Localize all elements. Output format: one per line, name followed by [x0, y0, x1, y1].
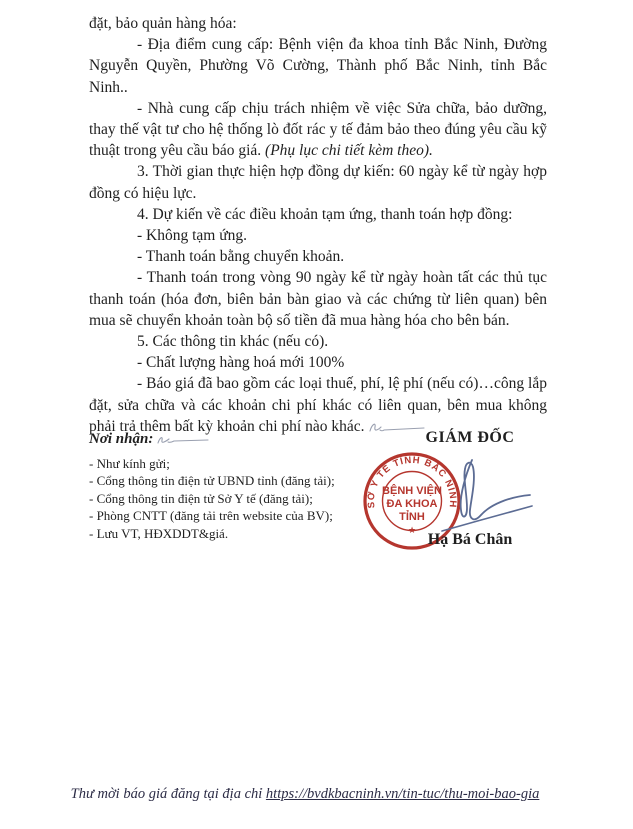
signer-name: Hạ Bá Chân [427, 531, 513, 548]
recipient-item: - Lưu VT, HĐXDDT&giá. [89, 525, 229, 541]
recipients-label: Nơi nhận: [89, 431, 154, 447]
footer-text: Thư mời báo giá đăng tại địa chỉ [70, 786, 266, 802]
stamp-center-line3: TỈNH [399, 511, 425, 523]
footer-note [0, 786, 610, 803]
stamp-center-line2: ĐA KHOA [386, 498, 438, 510]
stamp-star-icon: ★ [407, 525, 417, 535]
paragraph: đặt, bảo quản hàng hóa: [89, 15, 237, 32]
director-title: GIÁM ĐỐC [425, 429, 515, 446]
paragraph-italic-note: (Phụ lục chi tiết kèm theo). [265, 142, 433, 160]
paragraph: 4. Dự kiến về các điều khoản tạm ứng, thanh toán hợp đồng: [137, 205, 513, 223]
recipient-item: - Cổng thông tin điện tử Sở Y tế (đăng tải); [89, 490, 313, 506]
recipients-block [89, 430, 379, 542]
paragraph [89, 373, 547, 437]
recipient-item: - Phòng CNTT (đăng tải trên website của BV); [89, 508, 333, 524]
paragraph [89, 98, 547, 162]
body-text [89, 13, 547, 437]
handwritten-mark-icon [155, 433, 213, 447]
recipient-item: - Như kính gửi; [89, 456, 170, 471]
recipient-item: - Cổng thông tin điện tử UBND tỉnh (đăng tải); [89, 473, 335, 489]
recipients-list [89, 455, 379, 542]
paragraph: 3. Thời gian thực hiện hợp đồng dự kiến: 60 ngày kể từ ngày hợp đồng có hiệu lực. [89, 163, 547, 202]
paragraph: - Chất lượng hàng hoá mới 100% [137, 354, 345, 372]
paragraph: - Thanh toán bằng chuyển khoản. [137, 248, 345, 266]
paragraph-text: - Nhà cung cấp chịu trách nhiệm về việc Sửa chữa, bảo dưỡng, thay thế vật tư cho hệ thống lò đốt rác y tế đảm bảo theo đúng yêu cầu kỹ thuật trong yêu cầu báo giá. [89, 99, 547, 160]
stamp-ring-text: SỞ Y TẾ TỈNH BẮC NINH [365, 454, 459, 509]
paragraph: - Thanh toán trong vòng 90 ngày kể từ ngày hoàn tất các thủ tục thanh toán (hóa đơn, biên bản bàn giao và các chứng từ liên quan) bên mua sẽ chuyển khoản toàn bộ số tiền đã mua hàng hóa cho bên bán. [89, 269, 547, 329]
paragraph: - Địa điểm cung cấp: Bệnh viện đa khoa tỉnh Bắc Ninh, Đường Nguyễn Quyền, Phường Võ Cường, Thành phố Bắc Ninh, tỉnh Bắc Ninh.. [89, 36, 547, 96]
paragraph: - Không tạm ứng. [137, 227, 247, 245]
stamp-center-line1: BỆNH VIỆN [382, 485, 442, 497]
paragraph-text: - Báo giá đã bao gồm các loại thuế, phí, lệ phí (nếu có)…công lắp đặt, sửa chữa và các khoản chi phí khác có liên quan, bên mua không phải trả thêm bất kỳ khoản chi phí nào khác. [89, 375, 547, 435]
footer-link[interactable]: https://bvdkbacninh.vn/tin-tuc/thu-moi-bao-gia [265, 786, 540, 802]
paragraph: 5. Các thông tin khác (nếu có). [137, 333, 329, 351]
